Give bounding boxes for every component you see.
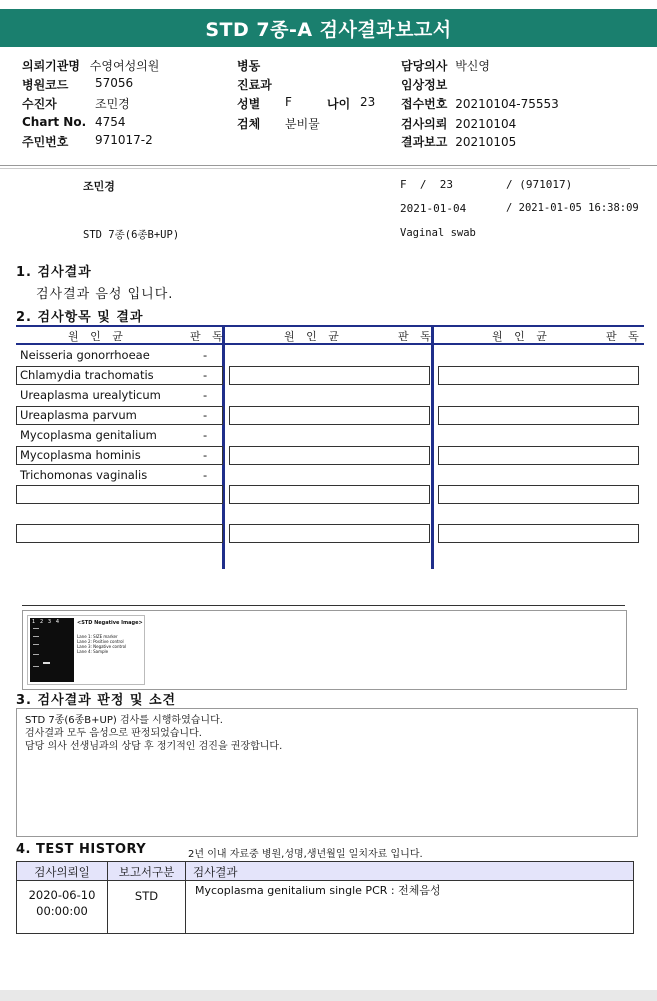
age-label: 나이	[327, 97, 351, 111]
dept-row	[237, 76, 272, 93]
gel-title: <STD Negative Image>	[77, 620, 143, 626]
pathogen-result: -	[203, 408, 208, 422]
col-pathogen-3: 원 인 균	[492, 330, 551, 343]
table-row	[229, 485, 430, 504]
col-pathogen-2: 원 인 균	[284, 330, 343, 343]
sex-label: 성별	[237, 97, 261, 111]
table-row	[438, 485, 639, 504]
request-label: 검사의뢰	[401, 117, 448, 131]
history-date	[17, 887, 107, 919]
patient-value: 조민경	[95, 97, 130, 111]
report-value: 20210105	[455, 135, 517, 149]
divider	[0, 168, 630, 169]
opinion-line: STD 7종(6종B+UP) 검사를 시행하였습니다.	[25, 715, 223, 726]
report-label: 결과보고	[401, 135, 448, 149]
report-title: STD 7종-A 검사결과보고서	[0, 9, 657, 47]
specimen-label: 검체	[237, 117, 261, 131]
receipt-row	[401, 95, 559, 112]
doctor-label: 담당의사	[401, 59, 448, 73]
table-row	[229, 524, 430, 543]
report-row	[401, 133, 516, 150]
col-pathogen-1: 원 인 균	[68, 330, 127, 343]
pathogen-name: Ureaplasma urealyticum	[20, 388, 161, 402]
gel-band	[33, 666, 39, 667]
gel-band	[33, 644, 39, 645]
sex-value: F	[285, 95, 292, 109]
history-type: STD	[134, 889, 159, 903]
history-date-value: 2020-06-10	[28, 888, 96, 902]
gel-band	[33, 636, 39, 637]
institution-label: 의뢰기관명	[22, 59, 80, 73]
opinion-line: 담당 의사 선생님과의 상담 후 정기적인 검진을 권장합니다.	[25, 741, 283, 752]
results-table-divider-2	[431, 325, 434, 569]
gel-image	[27, 615, 145, 685]
doctor-row	[401, 57, 490, 74]
history-table	[16, 861, 634, 934]
table-row	[438, 524, 639, 543]
section-4-title: 4. TEST HISTORY	[16, 842, 147, 857]
patient-label: 수진자	[22, 97, 57, 111]
opinion-text	[25, 714, 282, 753]
pathogen-name: Mycoplasma genitalium	[20, 428, 157, 442]
patient-row	[22, 95, 130, 112]
pathogen-name: Chlamydia trachomatis	[20, 368, 154, 382]
gel-legend-item: Lane 4: Sample	[77, 649, 109, 654]
history-col-date: 검사의뢰일	[34, 865, 90, 879]
hospital-code-row	[22, 76, 134, 93]
sex-age-row	[237, 95, 387, 112]
page-footer	[0, 990, 657, 1001]
receipt-value: 20210104-75553	[455, 97, 559, 111]
request-row	[401, 115, 516, 132]
age-value: 23	[360, 95, 376, 109]
table-row	[438, 366, 639, 385]
summary-datetime: / 2021-01-05 16:38:09	[506, 202, 639, 214]
history-note: 2년 이내 자료중 병원,성명,생년월일 일치자료 입니다.	[188, 849, 423, 860]
history-col-divider	[185, 862, 186, 933]
request-value: 20210104	[455, 117, 517, 131]
opinion-line: 검사결과 모두 음성으로 판정되었습니다.	[25, 728, 202, 739]
clinical-label: 임상정보	[401, 78, 448, 92]
col-judge-1: 판 독	[190, 330, 227, 343]
summary-date: 2021-01-04	[400, 202, 467, 215]
history-col-result: 검사결과	[193, 865, 238, 879]
section-1-title: 1. 검사결과	[16, 265, 92, 280]
divider	[22, 605, 625, 606]
summary-birth: / (971017)	[506, 178, 573, 191]
summary-sex-age: F / 23	[400, 178, 453, 191]
history-col-type: 보고서구분	[118, 865, 175, 879]
table-row	[438, 446, 639, 465]
gel-lane-numbers: 1 2 3 4	[32, 619, 60, 625]
chart-label: Chart No.	[22, 115, 87, 129]
gel-legend	[77, 634, 126, 654]
receipt-label: 접수번호	[401, 97, 448, 111]
resident-value: 971017-2	[95, 133, 153, 147]
ward-label: 병동	[237, 59, 261, 73]
gel-legend-item: Lane 2: Positive control	[77, 639, 124, 644]
resident-label: 주민번호	[22, 135, 69, 149]
pathogen-result: -	[203, 388, 208, 402]
pathogen-name: Trichomonas vaginalis	[20, 468, 148, 482]
summary-name: 조민경	[83, 180, 115, 193]
table-row	[16, 524, 223, 543]
history-result: Mycoplasma genitalium single PCR : 전체음성	[195, 884, 441, 897]
dept-label: 진료과	[237, 78, 272, 92]
chart-value: 4754	[95, 115, 126, 129]
pathogen-result: -	[203, 448, 208, 462]
table-row	[16, 485, 223, 504]
specimen-row	[237, 115, 320, 132]
doctor-value: 박신영	[455, 59, 490, 73]
gel-band	[33, 654, 39, 655]
table-row	[438, 406, 639, 425]
gel-panel	[30, 618, 74, 682]
opinion-box	[16, 708, 638, 837]
gel-band	[33, 628, 39, 629]
table-row	[229, 446, 430, 465]
institution-row	[22, 57, 159, 74]
chart-row	[22, 115, 126, 129]
pathogen-name: Neisseria gonorrhoeae	[20, 348, 150, 362]
clinical-row	[401, 76, 447, 93]
table-row	[229, 366, 430, 385]
pathogen-name: Mycoplasma hominis	[20, 448, 141, 462]
col-judge-2: 판 독	[398, 330, 435, 343]
col-judge-3: 판 독	[606, 330, 643, 343]
ward-row	[237, 57, 260, 74]
results-table-top-rule	[16, 325, 644, 327]
gel-band	[43, 662, 50, 664]
section-1-text: 검사결과 음성 입니다.	[36, 287, 174, 302]
resident-row	[22, 133, 153, 150]
specimen-value: 분비물	[285, 117, 320, 131]
pathogen-result: -	[203, 368, 208, 382]
summary-specimen: Vaginal swab	[400, 227, 476, 239]
section-2-title: 2. 검사항목 및 결과	[16, 310, 144, 325]
pathogen-result: -	[203, 348, 208, 362]
summary-test: STD 7종(6종B+UP)	[83, 229, 180, 241]
gel-legend-item: Lane 1: SIZE marker	[77, 634, 118, 639]
table-row	[229, 406, 430, 425]
gel-legend-item: Lane 3: Negative control	[77, 644, 127, 649]
hospital-code-label: 병원코드	[22, 78, 69, 92]
hospital-code-value: 57056	[95, 76, 134, 90]
section-3-title: 3. 검사결과 판정 및 소견	[16, 693, 177, 708]
pathogen-result: -	[203, 468, 208, 482]
pathogen-result: -	[203, 428, 208, 442]
pathogen-name: Ureaplasma parvum	[20, 408, 137, 422]
institution-value: 수영여성의원	[89, 59, 160, 73]
history-time-value: 00:00:00	[36, 904, 88, 918]
